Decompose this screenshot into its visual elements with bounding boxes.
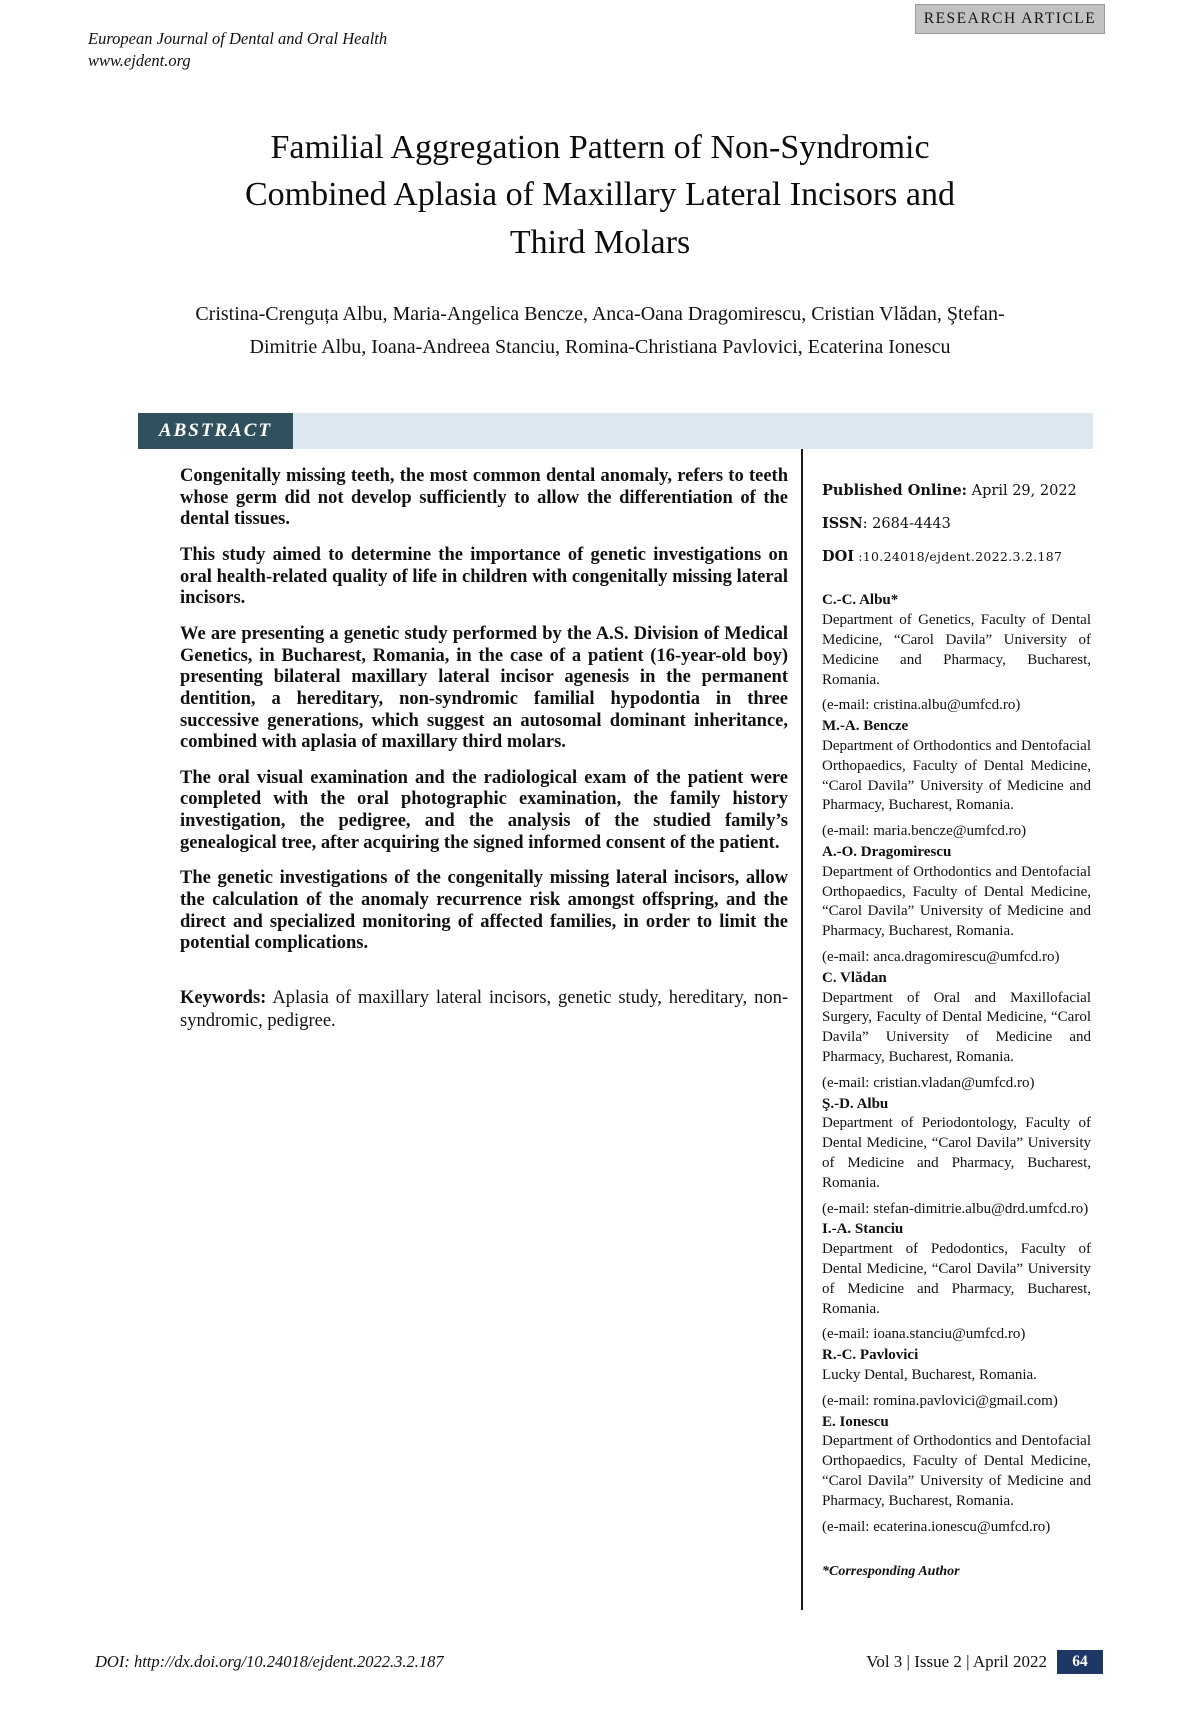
author-email: (e-mail: cristina.albu@umfcd.ro) — [822, 697, 1021, 714]
author-affiliation: Department of Orthodontics and Dentofacial Orthopaedics, Faculty of Dental Medicine, “Carol Davila” University of Medicine and Pharmacy, Bucharest, Romania. — [822, 738, 1091, 814]
doi-label: DOI — [822, 548, 854, 566]
doi — [822, 547, 1091, 567]
author-entry — [822, 843, 1091, 968]
author-affiliations — [822, 591, 1091, 1537]
author-email: (e-mail: anca.dragomirescu@umfcd.ro) — [822, 949, 1060, 966]
byline-line-2: Dimitrie Albu, Ioana-Andreea Stanciu, Romina-Christiana Pavlovici, Ecaterina Ionescu — [249, 335, 951, 358]
author-entry — [822, 717, 1091, 842]
footer-doi: DOI: http://dx.doi.org/10.24018/ejdent.2022.3.2.187 — [95, 1652, 444, 1671]
keywords-label: Keywords: — [180, 987, 267, 1008]
author-entry — [822, 1095, 1091, 1220]
author-email: (e-mail: ioana.stanciu@umfcd.ro) — [822, 1326, 1026, 1343]
corresponding-author-note: *Corresponding Author — [822, 1564, 960, 1580]
issn-label: ISSN — [822, 515, 863, 533]
issn-value: : 2684-4443 — [862, 516, 951, 533]
author-affiliation: Department of Periodontology, Faculty of Dental Medicine, “Carol Davila” University of Medicine and Pharmacy, Bucharest, Romania. — [822, 1115, 1091, 1191]
doi-value: :10.24018/ejdent.2022.3.2.187 — [854, 549, 1063, 565]
author-name: C. Vlădan — [822, 969, 887, 986]
research-article-badge: RESEARCH ARTICLE — [915, 4, 1105, 34]
author-affiliation: Department of Orthodontics and Dentofacial Orthopaedics, Faculty of Dental Medicine, “Carol Davila” University of Medicine and Pharmacy, Bucharest, Romania. — [822, 863, 1091, 940]
issn — [822, 514, 1091, 534]
title-line-3: Third Molars — [509, 223, 691, 261]
author-name: R.-C. Pavlovici — [822, 1347, 919, 1364]
footer-volume-issue: Vol 3 | Issue 2 | April 2022 — [866, 1652, 1047, 1671]
author-affiliation: Department of Genetics, Faculty of Dental Medicine, “Carol Davila” University of Medicine and Pharmacy, Bucharest, Romania. — [822, 612, 1091, 688]
author-name: C.-C. Albu* — [822, 592, 899, 609]
author-name: E. Ionescu — [822, 1413, 889, 1430]
main-content — [138, 449, 1093, 1610]
author-email: (e-mail: ecaterina.ionescu@umfcd.ro) — [822, 1518, 1051, 1535]
author-affiliation: Department of Oral and Maxillofacial Surgery, Faculty of Dental Medicine, “Carol Davila” University of Medicine and Pharmacy, Bucharest, Romania. — [822, 989, 1091, 1065]
author-email: (e-mail: cristian.vladan@umfcd.ro) — [822, 1074, 1035, 1091]
title-line-1: Familial Aggregation Pattern of Non-Syndromic — [270, 128, 930, 166]
author-name: I.-A. Stanciu — [822, 1221, 904, 1238]
keywords-text: Aplasia of maxillary lateral incisors, genetic study, hereditary, non-syndromic, pedigree. — [180, 987, 788, 1032]
author-affiliation: Department of Pedodontics, Faculty of Dental Medicine, “Carol Davila” University of Medicine and Pharmacy, Bucharest, Romania. — [822, 1241, 1091, 1317]
abstract-heading-bar-fill — [293, 413, 1093, 449]
keywords — [180, 987, 788, 1033]
author-name: M.-A. Bencze — [822, 718, 909, 735]
author-entry — [822, 1346, 1091, 1411]
abstract-paragraph: The oral visual examination and the radiological exam of the patient were completed with the oral photographic examination, the family history investigation, the pedigree, and the analysis of the studied family’s genealogical tree, after acquiring the signed informed consent of the patient. — [180, 767, 788, 853]
author-entry — [822, 969, 1091, 1094]
author-entry — [822, 1413, 1091, 1538]
author-email: (e-mail: stefan-dimitrie.albu@drd.umfcd.ro) — [822, 1200, 1089, 1217]
page-footer — [95, 1650, 1103, 1674]
author-affiliation: Lucky Dental, Bucharest, Romania. — [822, 1366, 1037, 1383]
abstract-paragraph: This study aimed to determine the importance of genetic investigations on oral health-related quality of life in children with congenitally missing lateral incisors. — [180, 545, 788, 609]
abstract-heading-bar — [138, 413, 1093, 449]
abstract-paragraph: We are presenting a genetic study performed by the A.S. Division of Medical Genetics, in Bucharest, Romania, in the case of a patient (16-year-old boy) presenting bilateral maxillary lateral incisor agenesis in the permanent dentition, a hereditary, non-syndromic familial hypodontia in three successive generations, which suggest an autosomal dominant inheritance, combined with aplasia of maxillary third molars. — [180, 623, 788, 753]
author-email: (e-mail: maria.bencze@umfcd.ro) — [822, 823, 1027, 840]
abstract-paragraph: The genetic investigations of the congenitally missing lateral incisors, allow the calculation of the anomaly recurrence risk amongst offspring, and the direct and specialized monitoring of affected families, in order to limit the potential complications. — [180, 868, 788, 954]
sidebar-column — [801, 449, 1093, 1610]
published-online — [822, 481, 1091, 501]
author-byline — [140, 298, 1060, 363]
author-name: A.-O. Dragomirescu — [822, 844, 952, 861]
title-line-2: Combined Aplasia of Maxillary Lateral Incisors and — [244, 176, 956, 214]
author-affiliation: Department of Orthodontics and Dentofacial Orthopaedics, Faculty of Dental Medicine, “Carol Davila” University of Medicine and Pharmacy, Bucharest, Romania. — [822, 1433, 1091, 1509]
abstract-heading: ABSTRACT — [138, 413, 293, 449]
author-email: (e-mail: romina.pavlovici@gmail.com) — [822, 1392, 1058, 1409]
author-entry — [822, 591, 1091, 716]
byline-line-1: Cristina-Crenguța Albu, Maria-Angelica Bencze, Anca-Oana Dragomirescu, Cristian Vlădan, Ştefan- — [195, 303, 1005, 326]
abstract-paragraph: Congenitally missing teeth, the most common dental anomaly, refers to teeth whose germ did not develop sufficiently to allow the differentiation of the dental tissues. — [180, 466, 788, 530]
publication-meta — [822, 481, 1091, 567]
author-name: Ş.-D. Albu — [822, 1095, 889, 1112]
abstract-column — [138, 449, 801, 1610]
published-online-value: April 29, 2022 — [967, 483, 1077, 500]
page-number-badge: 64 — [1057, 1650, 1103, 1674]
author-entry — [822, 1220, 1091, 1345]
journal-name: European Journal of Dental and Oral Health — [88, 29, 388, 48]
published-online-label: Published Online: — [822, 482, 968, 500]
journal-url: www.ejdent.org — [88, 50, 191, 70]
article-title — [0, 124, 1200, 267]
footer-issue-info — [866, 1650, 1103, 1674]
